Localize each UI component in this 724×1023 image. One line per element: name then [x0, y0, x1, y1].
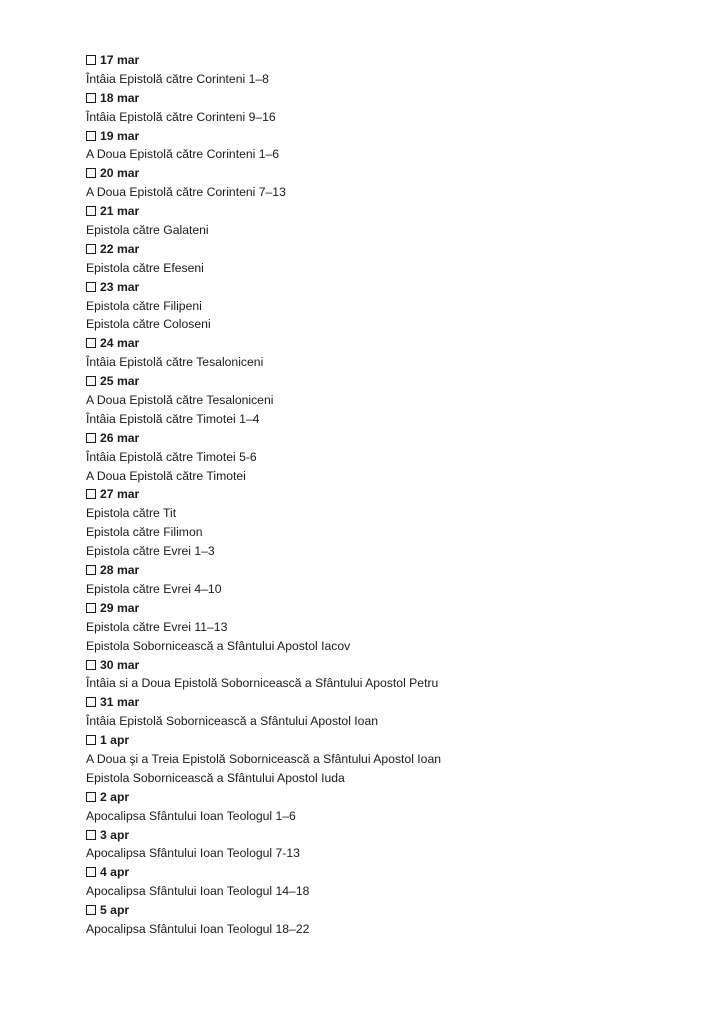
reading-day: [86, 731, 686, 788]
checkbox-icon[interactable]: [86, 489, 96, 499]
reading-day: [86, 202, 686, 240]
reading-date: 26 mar: [100, 430, 140, 445]
reading-text: Întâia Epistolă către Tesaloniceni: [86, 355, 264, 370]
reading-date: 2 apr: [100, 789, 130, 804]
reading-text: A Doua şi a Treia Epistolă Sobornicească a Sfântului Apostol Ioan: [86, 751, 442, 766]
reading-text: Epistola către Evrei 11–13: [86, 619, 228, 634]
checkbox-icon[interactable]: [86, 697, 96, 707]
reading-day: [86, 863, 686, 901]
checkbox-icon[interactable]: [86, 830, 96, 840]
reading-text: Epistola către Filimon: [86, 525, 203, 540]
reading-date: 31 mar: [100, 695, 140, 710]
reading-date: 22 mar: [100, 241, 140, 256]
reading-day: [86, 429, 686, 486]
checkbox-icon[interactable]: [86, 433, 96, 443]
reading-text: Întâia Epistolă către Corinteni 9–16: [86, 109, 276, 124]
day-header: [86, 656, 686, 675]
reading-date: 23 mar: [100, 279, 140, 294]
reading-text: Epistola către Evrei 1–3: [86, 544, 215, 559]
reading-day: [86, 240, 686, 278]
reading-date: 20 mar: [100, 166, 140, 181]
reading-day: [86, 826, 686, 864]
reading-text: Întâia Epistolă către Corinteni 1–8: [86, 71, 269, 86]
reading-date: 24 mar: [100, 336, 140, 351]
reading-text: Epistola Sobornicească a Sfântului Apostol Iuda: [86, 770, 345, 785]
checkbox-icon[interactable]: [86, 565, 96, 575]
day-header: [86, 278, 686, 297]
reading-date: 25 mar: [100, 374, 140, 389]
reading-text: Epistola către Coloseni: [86, 317, 211, 332]
reading-date: 29 mar: [100, 600, 140, 615]
reading-day: [86, 89, 686, 127]
day-header: [86, 693, 686, 712]
checkbox-icon[interactable]: [86, 131, 96, 141]
reading-day: [86, 278, 686, 335]
reading-day: [86, 788, 686, 826]
day-header: [86, 89, 686, 108]
reading-day: [86, 334, 686, 372]
reading-day: [86, 164, 686, 202]
reading-day: [86, 561, 686, 599]
day-header: [86, 202, 686, 221]
reading-text: Întâia si a Doua Epistolă Sobornicească a Sfântului Apostol Petru: [86, 676, 439, 691]
reading-text: Apocalipsa Sfântului Ioan Teologul 18–22: [86, 921, 310, 936]
day-header: [86, 901, 686, 920]
reading-date: 27 mar: [100, 487, 140, 502]
reading-day: [86, 901, 686, 939]
reading-text: Epistola către Tit: [86, 506, 177, 521]
reading-text: A Doua Epistolă către Tesaloniceni: [86, 393, 274, 408]
reading-day: [86, 127, 686, 165]
reading-text: Apocalipsa Sfântului Ioan Teologul 7-13: [86, 846, 300, 861]
checkbox-icon[interactable]: [86, 867, 96, 877]
day-header: [86, 164, 686, 183]
reading-day: [86, 51, 686, 89]
reading-date: 5 apr: [100, 903, 130, 918]
checkbox-icon[interactable]: [86, 735, 96, 745]
checkbox-icon[interactable]: [86, 905, 96, 915]
day-header: [86, 334, 686, 353]
reading-day: [86, 693, 686, 731]
day-header: [86, 599, 686, 618]
day-header: [86, 240, 686, 259]
day-header: [86, 788, 686, 807]
reading-day: [86, 656, 686, 694]
reading-text: Epistola către Galateni: [86, 223, 209, 238]
reading-text: A Doua Epistolă către Timotei: [86, 468, 246, 483]
reading-text: Întâia Epistolă către Timotei 5-6: [86, 449, 257, 464]
reading-date: 17 mar: [100, 53, 140, 67]
reading-text: Întâia Epistolă Sobornicească a Sfântului Apostol Ioan: [86, 714, 379, 729]
day-header: [86, 485, 686, 504]
checkbox-icon[interactable]: [86, 55, 96, 65]
day-header: [86, 51, 686, 70]
reading-text: A Doua Epistolă către Corinteni 7–13: [86, 185, 286, 200]
reading-date: 30 mar: [100, 657, 140, 672]
reading-date: 4 apr: [100, 865, 130, 880]
reading-day: [86, 599, 686, 656]
reading-text: Apocalipsa Sfântului Ioan Teologul 14–18: [86, 884, 310, 899]
checkbox-icon[interactable]: [86, 93, 96, 103]
day-header: [86, 731, 686, 750]
day-header: [86, 863, 686, 882]
reading-date: 28 mar: [100, 563, 140, 578]
reading-day: [86, 372, 686, 429]
checkbox-icon[interactable]: [86, 376, 96, 386]
checkbox-icon[interactable]: [86, 338, 96, 348]
reading-date: 21 mar: [100, 204, 140, 219]
checkbox-icon[interactable]: [86, 168, 96, 178]
reading-plan: [86, 51, 686, 939]
reading-text: Epistola către Efeseni: [86, 260, 204, 275]
day-header: [86, 372, 686, 391]
day-header: [86, 429, 686, 448]
reading-date: 19 mar: [100, 128, 140, 143]
checkbox-icon[interactable]: [86, 792, 96, 802]
reading-day: [86, 485, 686, 561]
day-header: [86, 127, 686, 146]
reading-date: 3 apr: [100, 827, 130, 842]
reading-date: 1 apr: [100, 733, 130, 748]
checkbox-icon[interactable]: [86, 603, 96, 613]
reading-text: Epistola către Filipeni: [86, 298, 202, 313]
reading-text: Apocalipsa Sfântului Ioan Teologul 1–6: [86, 808, 296, 823]
reading-text: Epistola Sobornicească a Sfântului Apostol Iacov: [86, 638, 351, 653]
checkbox-icon[interactable]: [86, 206, 96, 216]
reading-date: 18 mar: [100, 90, 140, 105]
day-header: [86, 826, 686, 845]
reading-text: Întâia Epistolă către Timotei 1–4: [86, 411, 260, 426]
checkbox-icon[interactable]: [86, 244, 96, 254]
checkbox-icon[interactable]: [86, 660, 96, 670]
checkbox-icon[interactable]: [86, 282, 96, 292]
reading-text: A Doua Epistolă către Corinteni 1–6: [86, 147, 280, 162]
reading-text: Epistola către Evrei 4–10: [86, 581, 222, 596]
day-header: [86, 561, 686, 580]
